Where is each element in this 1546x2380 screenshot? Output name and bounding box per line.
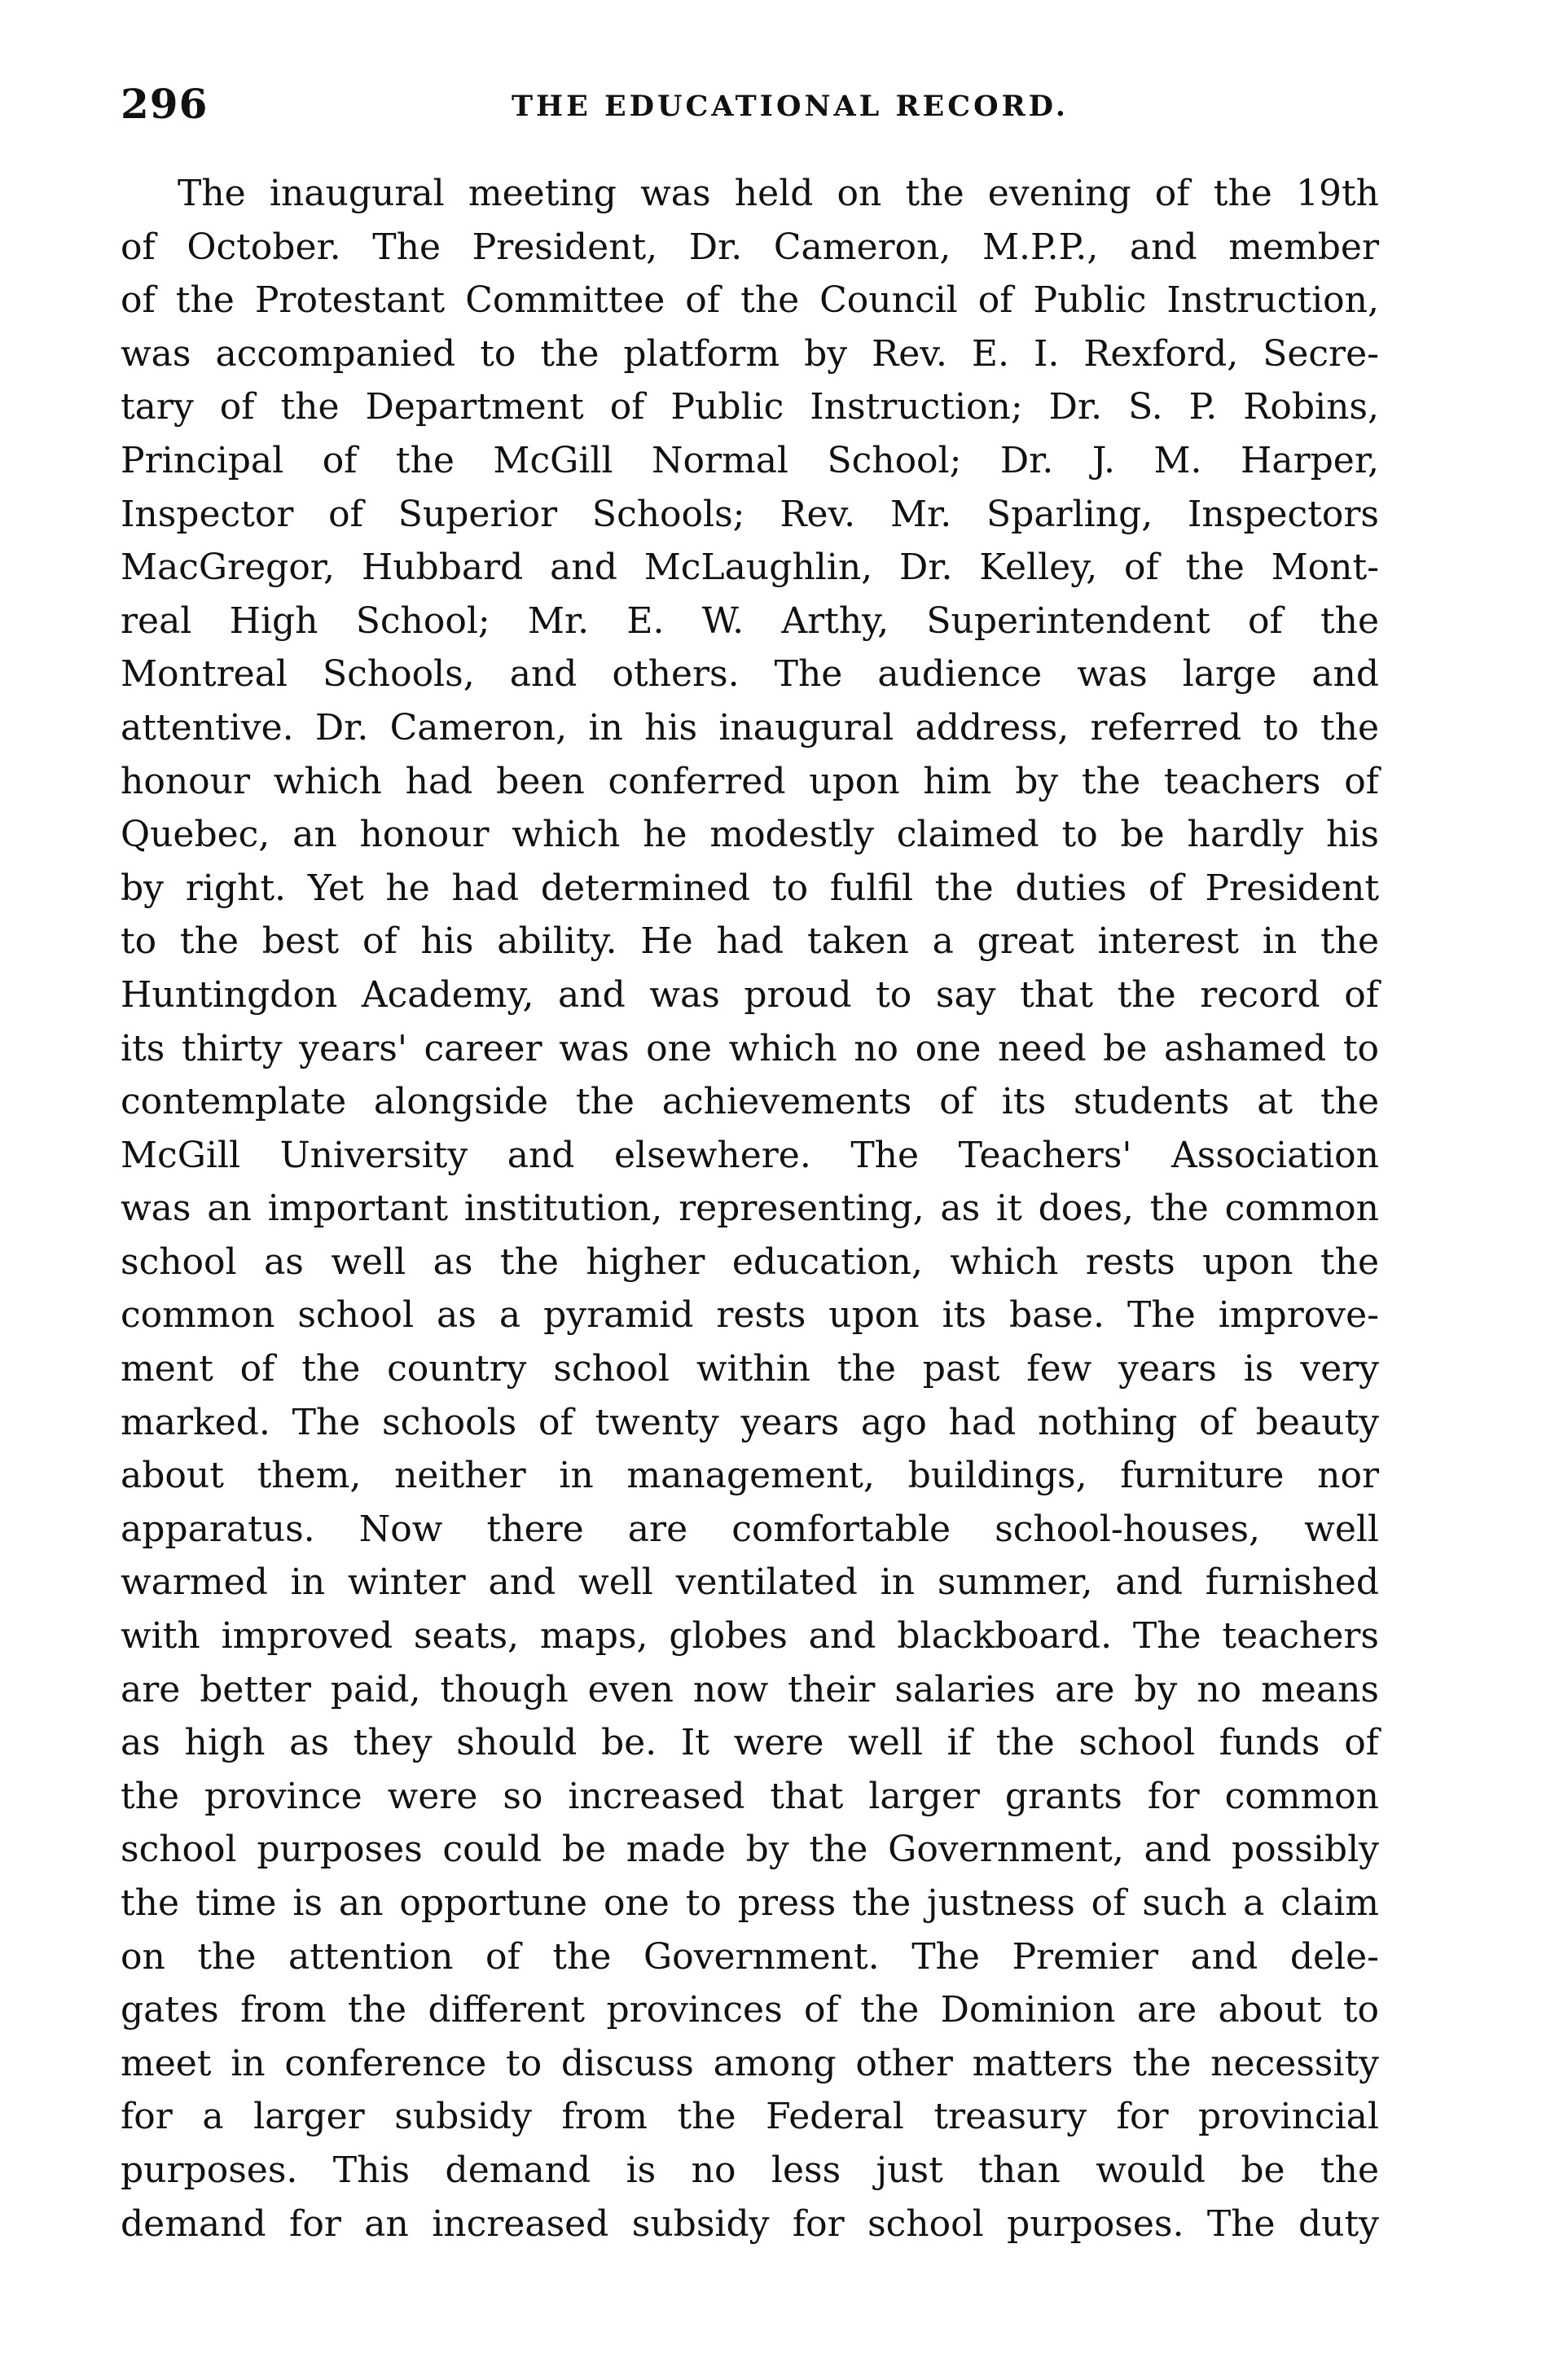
text-line: Inspector of Superior Schools; Rev. Mr. Sparling, Inspectors [121, 493, 1379, 535]
text-line: was accompanied to the platform by Rev. E. I. Rexford, Secre- [121, 332, 1379, 375]
text-line: of the Protestant Committee of the Council of Public Instruction, [121, 279, 1379, 322]
text-line: Huntingdon Academy, and was proud to say that the record of [121, 973, 1379, 1016]
text-line: school as well as the higher education, which rests upon the [121, 1240, 1379, 1283]
text-line: meet in conference to discuss among other matters the necessity [121, 2042, 1379, 2084]
text-line: are better paid, though even now their salaries are by no means [121, 1668, 1379, 1710]
running-head: THE EDUCATIONAL RECORD. [512, 90, 1069, 123]
text-line: apparatus. Now there are comfortable school-houses, well [121, 1508, 1379, 1550]
text-line: Montreal Schools, and others. The audience was large and [121, 653, 1379, 696]
text-line: honour which had been conferred upon him by the teachers of [121, 760, 1379, 802]
text-line: by right. Yet he had determined to fulfil the duties of President [121, 867, 1379, 909]
text-line: marked. The schools of twenty years ago had nothing of beauty [121, 1401, 1379, 1443]
text-line: The inaugural meeting was held on the evening of the 19th [178, 173, 1379, 214]
text-line: MacGregor, Hubbard and McLaughlin, Dr. Kelley, of the Mont- [121, 547, 1379, 589]
text-line: tary of the Department of Public Instruction; Dr. S. P. Robins, [121, 386, 1379, 428]
text-line: real High School; Mr. E. W. Arthy, Superintendent of the [121, 599, 1379, 642]
text-line: attentive. Dr. Cameron, in his inaugural address, referred to the [121, 706, 1379, 749]
page-header [121, 80, 1375, 129]
text-line: gates from the different provinces of the Dominion are about to [121, 1989, 1379, 2031]
text-line: common school as a pyramid rests upon its base. The improve- [121, 1294, 1379, 1337]
text-line: was an important institution, representing, as it does, the common [121, 1188, 1379, 1230]
text-line: the time is an opportune one to press the justness of such a claim [121, 1882, 1379, 1924]
text-line: warmed in winter and well ventilated in summer, and furnished [121, 1561, 1379, 1604]
page-number: 296 [121, 80, 209, 128]
text-line: McGill University and elsewhere. The Teachers' Association [121, 1134, 1379, 1176]
text-line: as high as they should be. It were well if the school funds of [121, 1722, 1379, 1764]
text-line: for a larger subsidy from the Federal treasury for provincial [121, 2096, 1379, 2138]
body-paragraph [121, 167, 1379, 2250]
text-line: contemplate alongside the achievements of its students at the [121, 1081, 1379, 1123]
text-line: Principal of the McGill Normal School; Dr. J. M. Harper, [121, 439, 1379, 481]
text-line: school purposes could be made by the Government, and possibly [121, 1829, 1379, 1871]
text-line: Quebec, an honour which he modestly claimed to be hardly his [121, 814, 1379, 856]
text-line: its thirty years' career was one which no one need be ashamed to [121, 1027, 1379, 1069]
text-line: about them, neither in management, buildings, furniture nor [121, 1455, 1379, 1497]
text-line: the province were so increased that larger grants for common [121, 1775, 1379, 1817]
text-line: on the attention of the Government. The Premier and dele- [121, 1935, 1379, 1978]
text-line: purposes. This demand is no less just than would be the [121, 2149, 1379, 2191]
text-line: of October. The President, Dr. Cameron, M.P.P., and member [121, 226, 1379, 268]
text-line: ment of the country school within the past few years is very [121, 1348, 1379, 1390]
text-line: with improved seats, maps, globes and blackboard. The teachers [121, 1615, 1379, 1658]
text-line: demand for an increased subsidy for school purposes. The duty [121, 2202, 1379, 2245]
text-line: to the best of his ability. He had taken a great interest in the [121, 920, 1379, 963]
